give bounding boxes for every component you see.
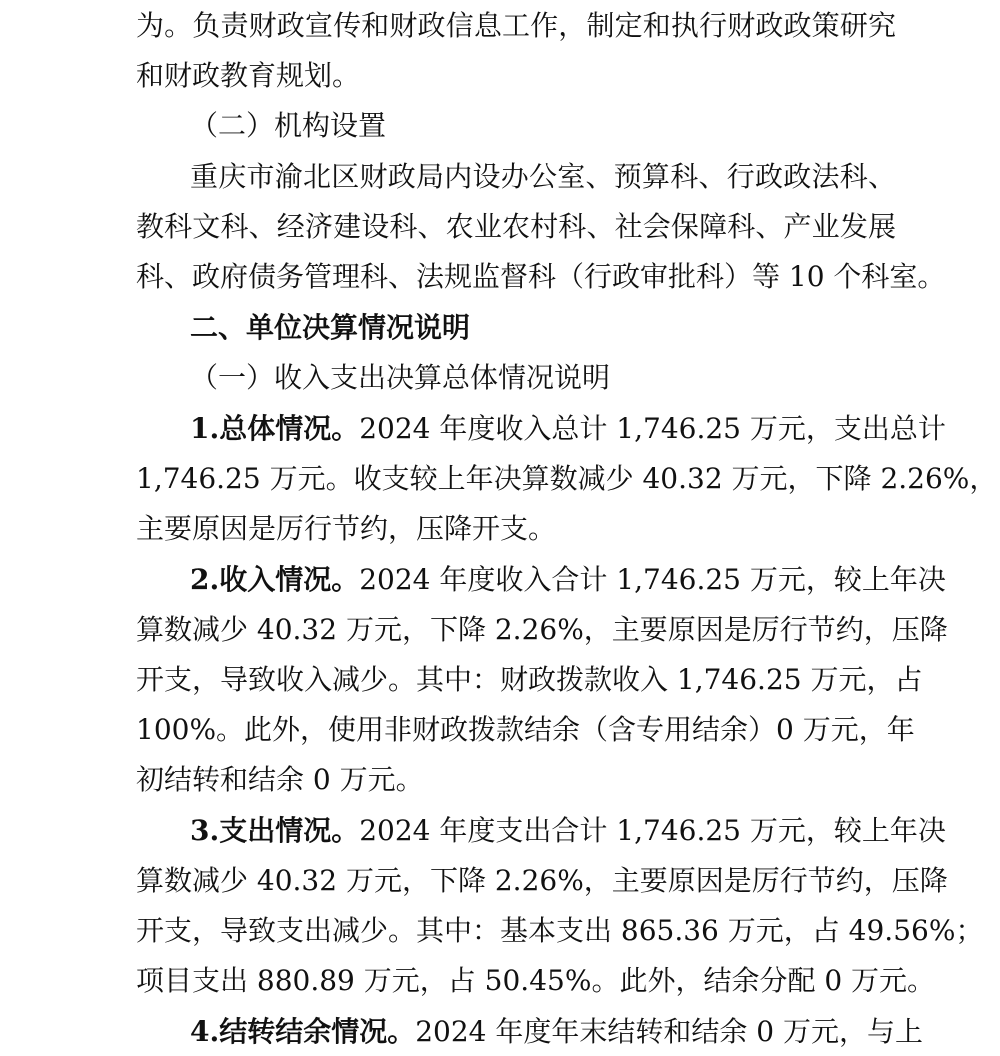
paragraph-line bbox=[190, 1012, 924, 1052]
item-title: 2.收入情况。 bbox=[190, 563, 360, 596]
body-text: 2024 年度收入合计 1,746.25 万元，较上年决 bbox=[359, 563, 946, 596]
body-text: 2024 年度支出合计 1,746.25 万元，较上年决 bbox=[359, 814, 946, 847]
body-text: 2024 年度年末结转和结余 0 万元，与上 bbox=[415, 1015, 924, 1048]
body-text: 2024 年度收入总计 1,746.25 万元，支出总计 bbox=[359, 412, 946, 445]
body-text-line: 项目支出 880.89 万元，占 50.45%。此外，结余分配 0 万元。 bbox=[136, 964, 936, 997]
body-text-line: 重庆市渝北区财政局内设办公室、预算科、行政政法科、 bbox=[190, 160, 896, 193]
section-subheading: （一）收入支出决算总体情况说明 bbox=[190, 361, 611, 394]
body-text-line: 主要原因是厉行节约，压降开支。 bbox=[136, 512, 557, 545]
body-text-line: 1,746.25 万元。收支较上年决算数减少 40.32 万元，下降 2.26%， bbox=[136, 462, 998, 495]
body-text-line: 开支，导致收入减少。其中：财政拨款收入 1,746.25 万元，占 bbox=[136, 663, 923, 696]
item-title: 1.总体情况。 bbox=[190, 412, 360, 445]
paragraph-line bbox=[190, 560, 946, 600]
body-text-line: 算数减少 40.32 万元，下降 2.26%，主要原因是厉行节约，压降 bbox=[136, 613, 948, 646]
body-text-line: 算数减少 40.32 万元，下降 2.26%，主要原因是厉行节约，压降 bbox=[136, 864, 948, 897]
item-title: 3.支出情况。 bbox=[190, 814, 360, 847]
body-text-line: 100%。此外，使用非财政拨款结余（含专用结余）0 万元，年 bbox=[136, 713, 915, 746]
body-text-line: 教科文科、经济建设科、农业农村科、社会保障科、产业发展 bbox=[136, 210, 896, 243]
body-text-line: 科、政府债务管理科、法规监督科（行政审批科）等 10 个科室。 bbox=[136, 260, 946, 293]
section-heading: 二、单位决算情况说明 bbox=[190, 311, 471, 344]
item-title: 4.结转结余情况。 bbox=[190, 1015, 416, 1048]
body-text-line: 和财政教育规划。 bbox=[136, 59, 361, 92]
section-subheading: （二）机构设置 bbox=[190, 109, 387, 142]
body-text-line: 初结转和结余 0 万元。 bbox=[136, 763, 424, 796]
body-text-line: 开支，导致支出减少。其中：基本支出 865.36 万元，占 49.56%； bbox=[136, 914, 984, 947]
paragraph-line bbox=[190, 409, 946, 449]
paragraph-line bbox=[190, 811, 946, 851]
body-text-line: 为。负责财政宣传和财政信息工作，制定和执行财政政策研究 bbox=[136, 9, 896, 42]
